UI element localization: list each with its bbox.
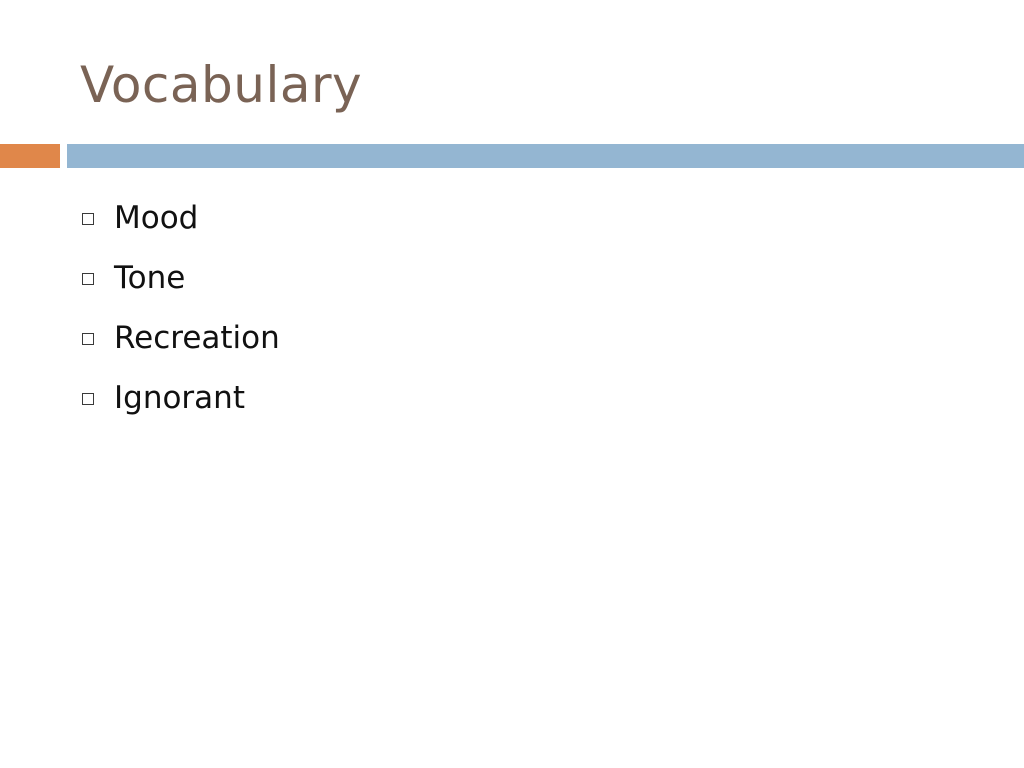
bullet-list [82,188,280,428]
hollow-square-bullet-icon [82,333,94,345]
bullet-text: Recreation [114,320,280,356]
hollow-square-bullet-icon [82,213,94,225]
accent-bar-blue [67,144,1024,168]
hollow-square-bullet-icon [82,393,94,405]
hollow-square-bullet-icon [82,273,94,285]
bullet-item-ignorant [82,368,280,428]
accent-bar-orange [0,144,60,168]
slide-title: Vocabulary [80,56,363,114]
bullet-text: Mood [114,200,199,236]
bullet-item-mood [82,188,280,248]
bullet-item-tone [82,248,280,308]
bullet-text: Ignorant [114,380,245,416]
bullet-text: Tone [114,260,186,296]
bullet-item-recreation [82,308,280,368]
